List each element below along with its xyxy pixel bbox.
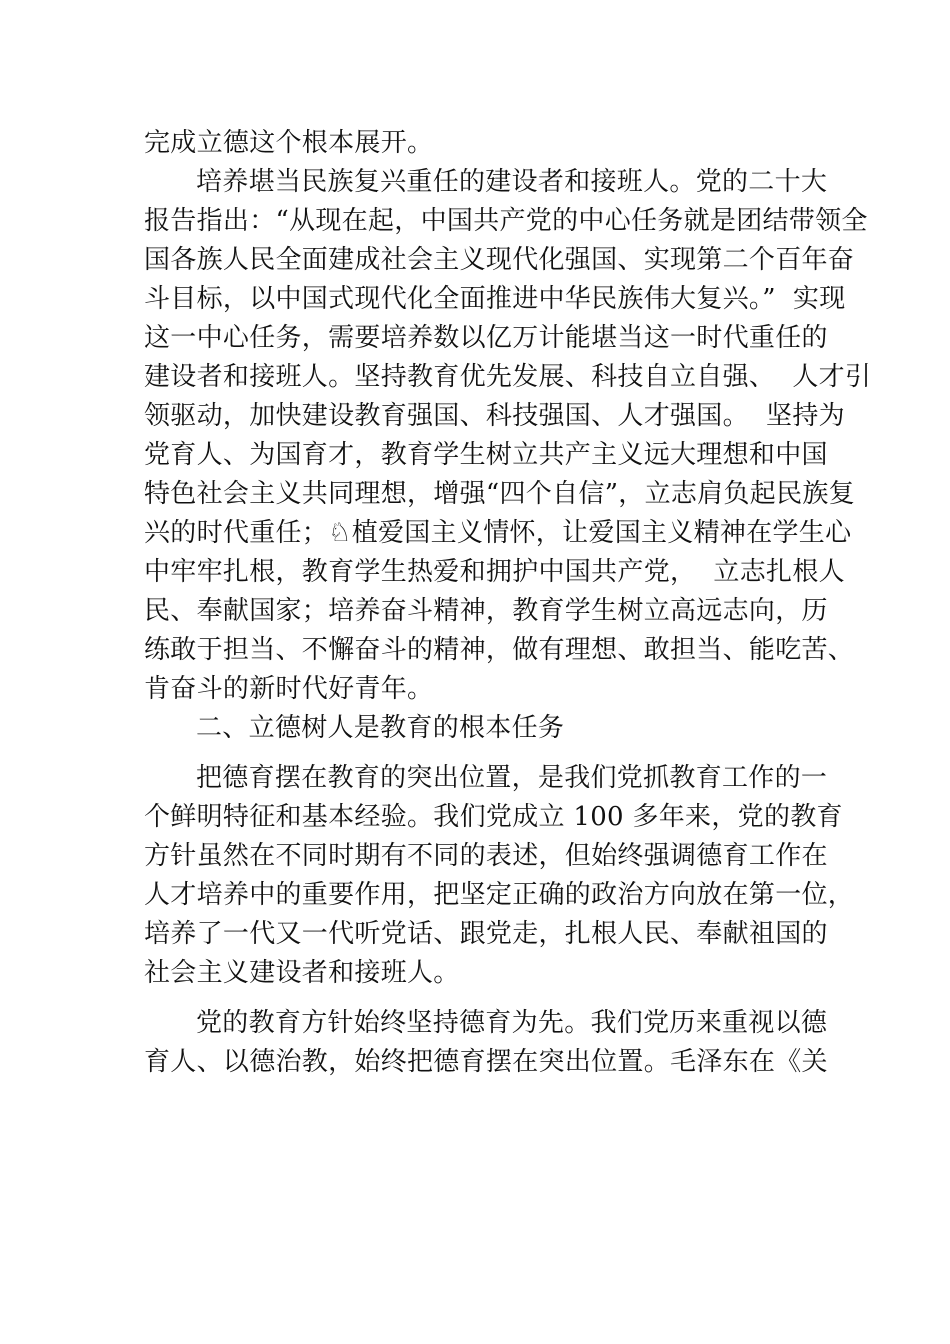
text-line: 社会主义建设者和接班人。 bbox=[144, 958, 460, 988]
text-line: 党育人、为国育才，教育学生树立共产主义远大理想和中国 bbox=[144, 440, 828, 470]
paragraph-first-line: 把德育摆在教育的突出位置，是我们党抓教育工作的一 bbox=[196, 763, 828, 793]
text-line: 这一中心任务，需要培养数以亿万计能堪当这一时代重任的 bbox=[144, 323, 828, 353]
section-heading: 二、立德树人是教育的根本任务 bbox=[196, 713, 565, 743]
text-line: 领驱动，加快建设教育强国、科技强国、人才强国。 坚持为 bbox=[144, 401, 845, 431]
text-line: 报告指出：“从现在起，中国共产党的中心任务就是团结带领全 bbox=[144, 206, 868, 236]
text-line: 特色社会主义共同理想，增强“四个自信”，立志肩负起民族复 bbox=[144, 479, 855, 509]
text-line: 完成立德这个根本展开。 bbox=[144, 128, 434, 158]
text-line: 培养了一代又一代听党话、跟党走，扎根人民、奉献祖国的 bbox=[144, 919, 828, 949]
text-line: 肯奋斗的新时代好青年。 bbox=[144, 674, 434, 704]
text-line: 方针虽然在不同时期有不同的表述，但始终强调德育工作在 bbox=[144, 841, 828, 871]
text-line: 育人、以德治教，始终把德育摆在突出位置。毛泽东在《关 bbox=[144, 1047, 828, 1077]
text-line: 中牢牢扎根，教育学生热爱和拥护中国共产党， 立志扎根人 bbox=[144, 557, 845, 587]
text-line: 人才培养中的重要作用，把坚定正确的政治方向放在第一位， bbox=[144, 880, 855, 910]
text-line: 民、奉献国家；培养奋斗精神，教育学生树立高远志向，历 bbox=[144, 596, 828, 626]
text-line: 建设者和接班人。坚持教育优先发展、科技自立自强、 人才引 bbox=[144, 362, 872, 392]
paragraph-first-line: 党的教育方针始终坚持德育为先。我们党历来重视以德 bbox=[196, 1008, 828, 1038]
text-line: 国各族人民全面建成社会主义现代化强国、实现第二个百年奋 bbox=[144, 245, 855, 275]
text-line: 斗目标，以中国式现代化全面推进中华民族伟大复兴。” 实现 bbox=[144, 284, 846, 314]
text-line: 练敢于担当、不懈奋斗的精神，做有理想、敢担当、能吃苦、 bbox=[144, 635, 855, 665]
text-line: 个鲜明特征和基本经验。我们党成立 100 多年来，党的教育 bbox=[144, 802, 843, 832]
paragraph-first-line: 培养堪当民族复兴重任的建设者和接班人。党的二十大 bbox=[196, 167, 828, 197]
text-line: 兴的时代重任；♘植爱国主义情怀，让爱国主义精神在学生心 bbox=[144, 518, 852, 548]
